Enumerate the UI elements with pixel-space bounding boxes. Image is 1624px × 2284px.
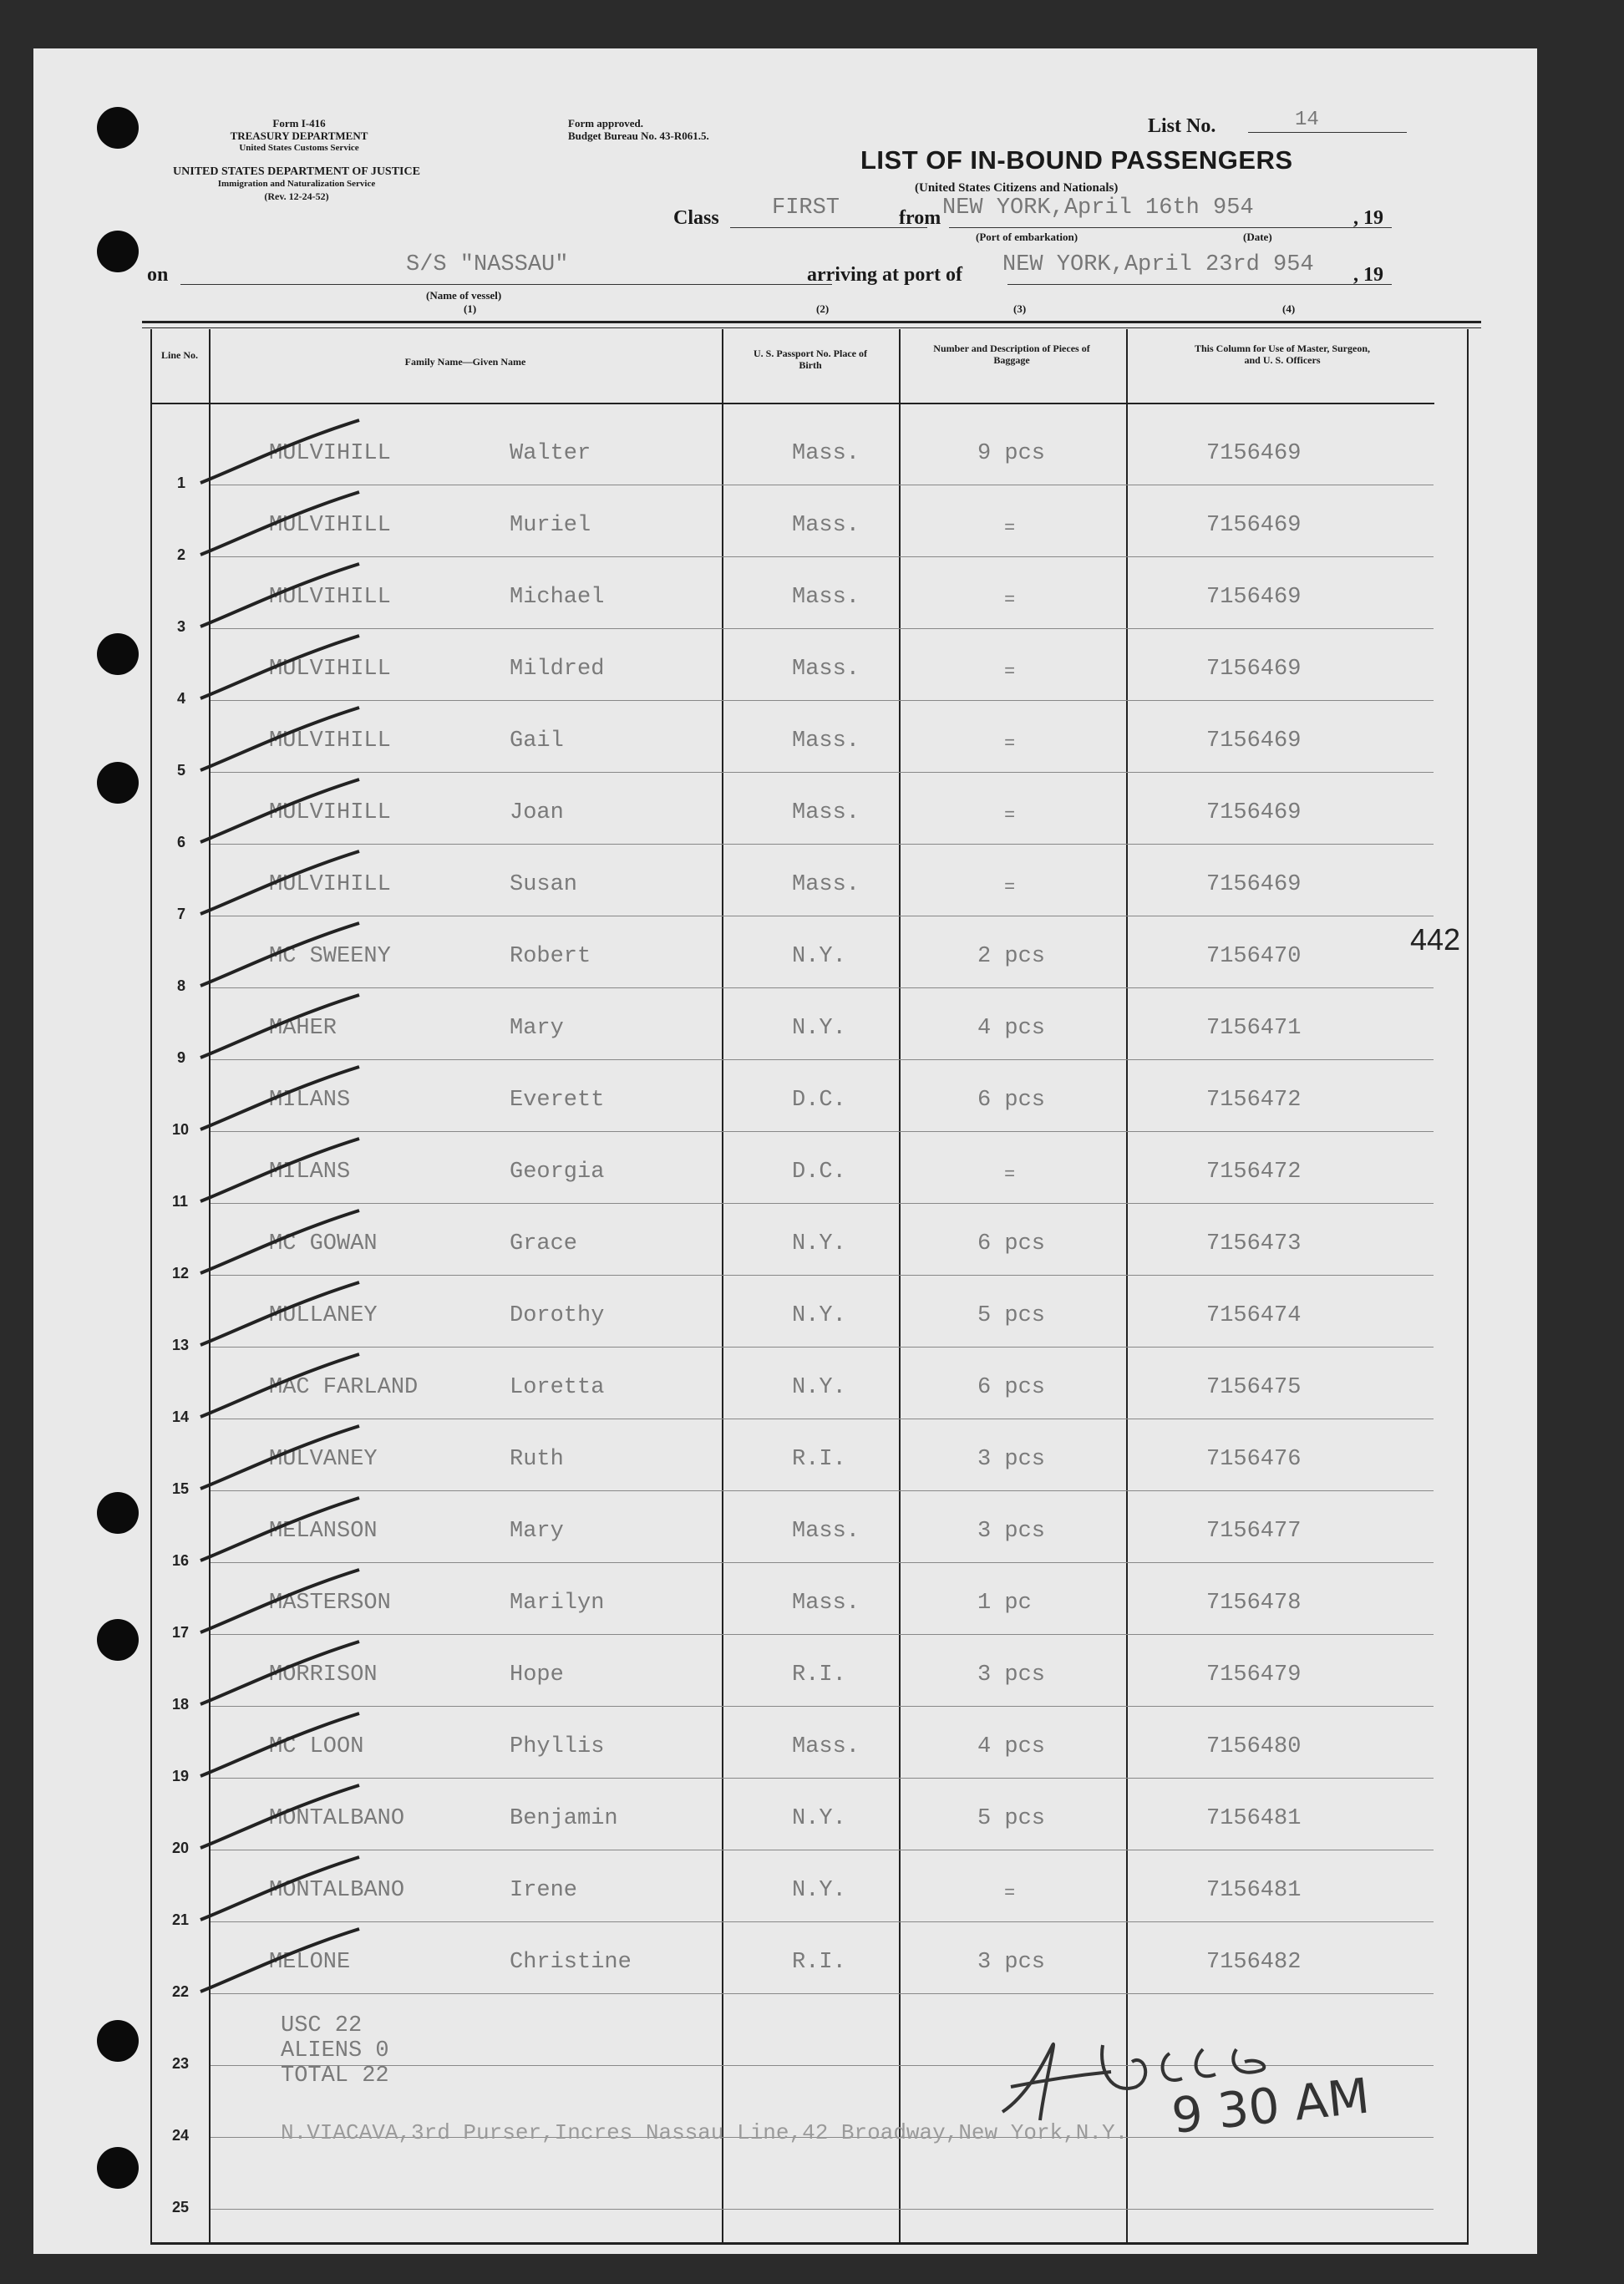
table-left-border — [150, 329, 152, 2242]
passport-number: 7156481 — [1206, 1806, 1302, 1831]
passport-number: 7156472 — [1206, 1160, 1302, 1185]
family-name: MC SWEENY — [269, 944, 391, 969]
line-number: 13 — [172, 1337, 190, 1353]
given-name: Phyllis — [510, 1734, 605, 1759]
vessel-name-label: (Name of vessel) — [426, 289, 502, 302]
check-mark — [192, 632, 376, 707]
class-underline — [730, 227, 927, 228]
family-name: MULVIHILL — [269, 872, 391, 897]
baggage-count: 2 pcs — [977, 944, 1046, 969]
port-embark-label: (Port of embarkation) — [976, 231, 1078, 243]
place-of-birth: Mass. — [792, 513, 860, 538]
place-of-birth: N.Y. — [792, 1375, 846, 1400]
given-name: Mary — [510, 1519, 564, 1544]
family-name: MC GOWAN — [269, 1231, 378, 1256]
name-divider — [722, 329, 723, 2242]
family-name: MILANS — [269, 1088, 351, 1113]
row-divider — [211, 987, 1434, 988]
row-divider — [211, 1059, 1434, 1060]
passport-number: 7156481 — [1206, 1878, 1302, 1903]
passport-divider — [899, 329, 901, 2242]
row-divider — [211, 1993, 1434, 1994]
justice-dept: UNITED STATES DEPARTMENT OF JUSTICE — [173, 165, 420, 178]
given-name: Walter — [510, 441, 591, 466]
col-header-passport: U. S. Passport No. Place of Birth — [754, 348, 867, 371]
place-of-birth: N.Y. — [792, 944, 846, 969]
line-number: 12 — [172, 1265, 190, 1282]
baggage-count: 3 pcs — [977, 1447, 1046, 1472]
vessel-name: S/S "NASSAU" — [406, 252, 569, 277]
check-mark — [192, 1422, 376, 1497]
page-subtitle: (United States Citizens and Nationals) — [915, 181, 1119, 195]
row-divider — [211, 1275, 1434, 1276]
line-number: 18 — [172, 1696, 190, 1713]
given-name: Hope — [510, 1662, 564, 1688]
row-divider — [211, 1203, 1434, 1204]
row-divider — [211, 1131, 1434, 1132]
place-of-birth: N.Y. — [792, 1878, 846, 1903]
line-number: 14 — [172, 1408, 190, 1425]
check-mark — [192, 1566, 376, 1641]
customs-service: United States Customs Service — [239, 143, 359, 153]
arrival-underline — [1007, 284, 1392, 285]
place-of-birth: N.Y. — [792, 1303, 846, 1328]
passport-number: 7156472 — [1206, 1088, 1302, 1113]
passport-number: 7156470 — [1206, 944, 1302, 969]
family-name: MONTALBANO — [269, 1806, 405, 1831]
margin-number: 442 — [1410, 922, 1461, 957]
given-name: Dorothy — [510, 1303, 605, 1328]
check-mark — [192, 847, 376, 922]
budget-bureau: Budget Bureau No. 43-R061.5. — [568, 129, 709, 142]
column-number-2: (2) — [816, 302, 830, 315]
passport-number: 7156476 — [1206, 1447, 1302, 1472]
form-approved-block — [568, 117, 709, 142]
place-of-birth: Mass. — [792, 1519, 860, 1544]
given-name: Grace — [510, 1231, 578, 1256]
table-bottom-border — [150, 2242, 1469, 2245]
family-name: MASTERSON — [269, 1591, 391, 1616]
column-number-1: (1) — [464, 302, 477, 315]
place-of-birth: D.C. — [792, 1160, 846, 1185]
baggage-ditto: = — [1004, 518, 1016, 539]
family-name: MELONE — [269, 1950, 351, 1975]
baggage-ditto: = — [1004, 590, 1016, 611]
given-name: Everett — [510, 1088, 605, 1113]
line-number: 7 — [177, 906, 186, 922]
form-header-left — [199, 117, 399, 155]
passport-number: 7156473 — [1206, 1231, 1302, 1256]
baggage-count: 3 pcs — [977, 1519, 1046, 1544]
handwritten-time: 9 30 AM — [1169, 2067, 1373, 2144]
given-name: Georgia — [510, 1160, 605, 1185]
baggage-count: 1 pc — [977, 1591, 1032, 1616]
place-of-birth: Mass. — [792, 1591, 860, 1616]
line-number: 10 — [172, 1121, 190, 1138]
baggage-count: 6 pcs — [977, 1375, 1046, 1400]
table-right-border — [1467, 329, 1469, 2242]
check-mark — [192, 488, 376, 563]
line-number: 4 — [177, 690, 186, 707]
passport-number: 7156479 — [1206, 1662, 1302, 1688]
baggage-count: 5 pcs — [977, 1806, 1046, 1831]
on-label: on — [147, 264, 169, 286]
punch-hole — [97, 231, 139, 272]
family-name: MELANSON — [269, 1519, 378, 1544]
class-value: FIRST — [772, 195, 840, 221]
from-label: from — [899, 207, 941, 229]
place-of-birth: Mass. — [792, 872, 860, 897]
row-divider — [211, 1634, 1434, 1635]
place-of-birth: Mass. — [792, 585, 860, 610]
check-mark — [192, 1206, 376, 1282]
baggage-count: 3 pcs — [977, 1950, 1046, 1975]
baggage-ditto: = — [1004, 662, 1016, 683]
row-divider — [211, 1562, 1434, 1563]
line-number: 24 — [172, 2127, 190, 2144]
row-divider — [211, 700, 1434, 701]
passport-number: 7156478 — [1206, 1591, 1302, 1616]
given-name: Marilyn — [510, 1591, 605, 1616]
baggage-count: 4 pcs — [977, 1016, 1046, 1041]
baggage-ditto: = — [1004, 733, 1016, 754]
list-no-label: List No. — [1148, 115, 1216, 137]
place-of-birth: Mass. — [792, 657, 860, 682]
check-mark — [192, 1637, 376, 1713]
check-mark — [192, 991, 376, 1066]
check-mark — [192, 560, 376, 635]
line-number: 6 — [177, 834, 186, 850]
line-number: 17 — [172, 1624, 190, 1641]
baggage-divider — [1126, 329, 1128, 2242]
year-label-2: , 19 — [1353, 264, 1383, 286]
place-of-birth: R.I. — [792, 1662, 846, 1688]
family-name: MONTALBANO — [269, 1878, 405, 1903]
passport-number: 7156469 — [1206, 585, 1302, 610]
punch-hole — [97, 1619, 139, 1661]
given-name: Susan — [510, 872, 578, 897]
list-no-value: 14 — [1295, 109, 1319, 131]
line-number: 3 — [177, 618, 186, 635]
given-name: Christine — [510, 1950, 632, 1975]
passport-number: 7156469 — [1206, 513, 1302, 538]
purser-line: N.VIACAVA,3rd Purser,Incres Nassau Line,42 Broadway,New York,N.Y. — [281, 2120, 1129, 2145]
family-name: MAHER — [269, 1016, 337, 1041]
punch-hole — [97, 2147, 139, 2189]
given-name: Gail — [510, 728, 564, 754]
place-of-birth: N.Y. — [792, 1016, 846, 1041]
given-name: Robert — [510, 944, 591, 969]
line-number: 11 — [172, 1193, 189, 1210]
family-name: MAC FARLAND — [269, 1375, 419, 1400]
check-mark — [192, 1063, 376, 1138]
passport-number: 7156469 — [1206, 657, 1302, 682]
col-header-name: Family Name—Given Name — [404, 356, 526, 368]
passport-number: 7156469 — [1206, 800, 1302, 825]
family-name: MULLANEY — [269, 1303, 378, 1328]
place-of-birth: Mass. — [792, 800, 860, 825]
check-mark — [192, 1350, 376, 1425]
class-label: Class — [673, 207, 719, 229]
passport-number: 7156469 — [1206, 728, 1302, 754]
given-name: Loretta — [510, 1375, 605, 1400]
passport-number: 7156482 — [1206, 1950, 1302, 1975]
document-page — [33, 48, 1537, 2254]
place-of-birth: N.Y. — [792, 1231, 846, 1256]
line-number: 22 — [172, 1983, 190, 2000]
table-top-border-inner — [142, 327, 1481, 328]
signature-stamp — [977, 1995, 1445, 2154]
passport-number: 7156469 — [1206, 872, 1302, 897]
passport-number: 7156475 — [1206, 1375, 1302, 1400]
baggage-count: 4 pcs — [977, 1734, 1046, 1759]
punch-hole — [97, 2020, 139, 2062]
row-divider — [211, 1347, 1434, 1348]
col-header-officers: This Column for Use of Master, Surgeon, and U. S. Officers — [1194, 343, 1370, 366]
check-mark — [192, 1925, 376, 2000]
totals-usc: USC 22 — [281, 2013, 363, 2038]
passport-number: 7156471 — [1206, 1016, 1302, 1041]
family-name: MULVIHILL — [269, 585, 391, 610]
punch-hole — [97, 762, 139, 804]
passport-number: 7156469 — [1206, 441, 1302, 466]
check-mark — [192, 1134, 376, 1210]
family-name: MULVIHILL — [269, 800, 391, 825]
passport-number: 7156477 — [1206, 1519, 1302, 1544]
page-title: LIST OF IN-BOUND PASSENGERS — [860, 145, 1293, 175]
column-number-4: (4) — [1282, 302, 1296, 315]
line-number: 15 — [172, 1480, 190, 1497]
place-of-birth: Mass. — [792, 728, 860, 754]
header-bottom-border — [150, 403, 1434, 404]
date-label: (Date) — [1243, 231, 1272, 243]
punch-hole — [97, 633, 139, 675]
family-name: MULVANEY — [269, 1447, 378, 1472]
family-name: MORRISON — [269, 1662, 378, 1688]
ins-service: Immigration and Naturalization Service — [217, 179, 376, 189]
line-number: 23 — [172, 2055, 190, 2072]
arriving-label: arriving at port of — [807, 264, 962, 286]
year-label-1: , 19 — [1353, 207, 1383, 229]
baggage-ditto: = — [1004, 805, 1016, 826]
line-number: 25 — [172, 2199, 190, 2215]
check-mark — [192, 1494, 376, 1569]
check-mark — [192, 919, 376, 994]
passport-number: 7156480 — [1206, 1734, 1302, 1759]
row-divider — [211, 1490, 1434, 1491]
arrival-value: NEW YORK,April 23rd 954 — [1002, 252, 1314, 277]
table-top-border — [142, 321, 1481, 323]
column-number-3: (3) — [1013, 302, 1027, 315]
line-number: 19 — [172, 1768, 190, 1784]
given-name: Benjamin — [510, 1806, 618, 1831]
family-name: MC LOON — [269, 1734, 364, 1759]
place-of-birth: Mass. — [792, 441, 860, 466]
baggage-count: 9 pcs — [977, 441, 1046, 466]
row-divider — [211, 1778, 1434, 1779]
baggage-ditto: = — [1004, 1883, 1016, 1904]
totals-block — [281, 2013, 389, 2089]
line-number: 9 — [177, 1049, 186, 1066]
given-name: Irene — [510, 1878, 578, 1903]
given-name: Michael — [510, 585, 605, 610]
given-name: Mildred — [510, 657, 605, 682]
row-divider — [211, 772, 1434, 773]
row-divider — [211, 844, 1434, 845]
check-mark — [192, 1781, 376, 1856]
baggage-ditto: = — [1004, 877, 1016, 898]
place-of-birth: Mass. — [792, 1734, 860, 1759]
form-approved: Form approved. — [568, 117, 644, 129]
totals-aliens: ALIENS 0 — [281, 2038, 389, 2063]
baggage-count: 6 pcs — [977, 1088, 1046, 1113]
check-mark — [192, 775, 376, 850]
from-underline — [949, 227, 1392, 228]
form-header-justice — [142, 165, 451, 203]
totals-total: TOTAL 22 — [281, 2063, 389, 2089]
line-number: 1 — [177, 475, 186, 491]
family-name: MULVIHILL — [269, 657, 391, 682]
col-header-line-no: Line No. — [160, 349, 198, 361]
col-header-baggage: Number and Description of Pieces of Baggage — [933, 343, 1090, 366]
line-number: 21 — [172, 1911, 190, 1928]
punch-hole — [97, 1492, 139, 1534]
row-divider — [211, 628, 1434, 629]
baggage-count: 6 pcs — [977, 1231, 1046, 1256]
check-mark — [192, 703, 376, 779]
check-mark — [192, 416, 376, 491]
place-of-birth: D.C. — [792, 1088, 846, 1113]
family-name: MULVIHILL — [269, 441, 391, 466]
place-of-birth: N.Y. — [792, 1806, 846, 1831]
line-number: 20 — [172, 1840, 190, 1856]
baggage-ditto: = — [1004, 1165, 1016, 1185]
passport-number: 7156474 — [1206, 1303, 1302, 1328]
line-number: 8 — [177, 977, 186, 994]
given-name: Joan — [510, 800, 564, 825]
baggage-count: 5 pcs — [977, 1303, 1046, 1328]
row-divider — [211, 1706, 1434, 1707]
line-number: 5 — [177, 762, 186, 779]
line-number: 16 — [172, 1552, 190, 1569]
row-divider — [211, 2209, 1434, 2210]
row-divider — [211, 556, 1434, 557]
list-no-underline — [1248, 132, 1407, 133]
punch-hole — [97, 107, 139, 149]
treasury-dept: TREASURY DEPARTMENT — [230, 129, 368, 142]
line-number: 2 — [177, 546, 186, 563]
place-of-birth: R.I. — [792, 1950, 846, 1975]
given-name: Mary — [510, 1016, 564, 1041]
form-revision: (Rev. 12-24-52) — [264, 190, 329, 202]
family-name: MULVIHILL — [269, 728, 391, 754]
vessel-underline — [180, 284, 832, 285]
check-mark — [192, 1853, 376, 1928]
family-name: MULVIHILL — [269, 513, 391, 538]
check-mark — [192, 1278, 376, 1353]
baggage-count: 3 pcs — [977, 1662, 1046, 1688]
form-number: Form I-416 — [272, 117, 326, 129]
place-of-birth: R.I. — [792, 1447, 846, 1472]
given-name: Muriel — [510, 513, 591, 538]
row-divider — [211, 1921, 1434, 1922]
check-mark — [192, 1709, 376, 1784]
from-value: NEW YORK,April 16th 954 — [942, 195, 1254, 221]
given-name: Ruth — [510, 1447, 564, 1472]
family-name: MILANS — [269, 1160, 351, 1185]
